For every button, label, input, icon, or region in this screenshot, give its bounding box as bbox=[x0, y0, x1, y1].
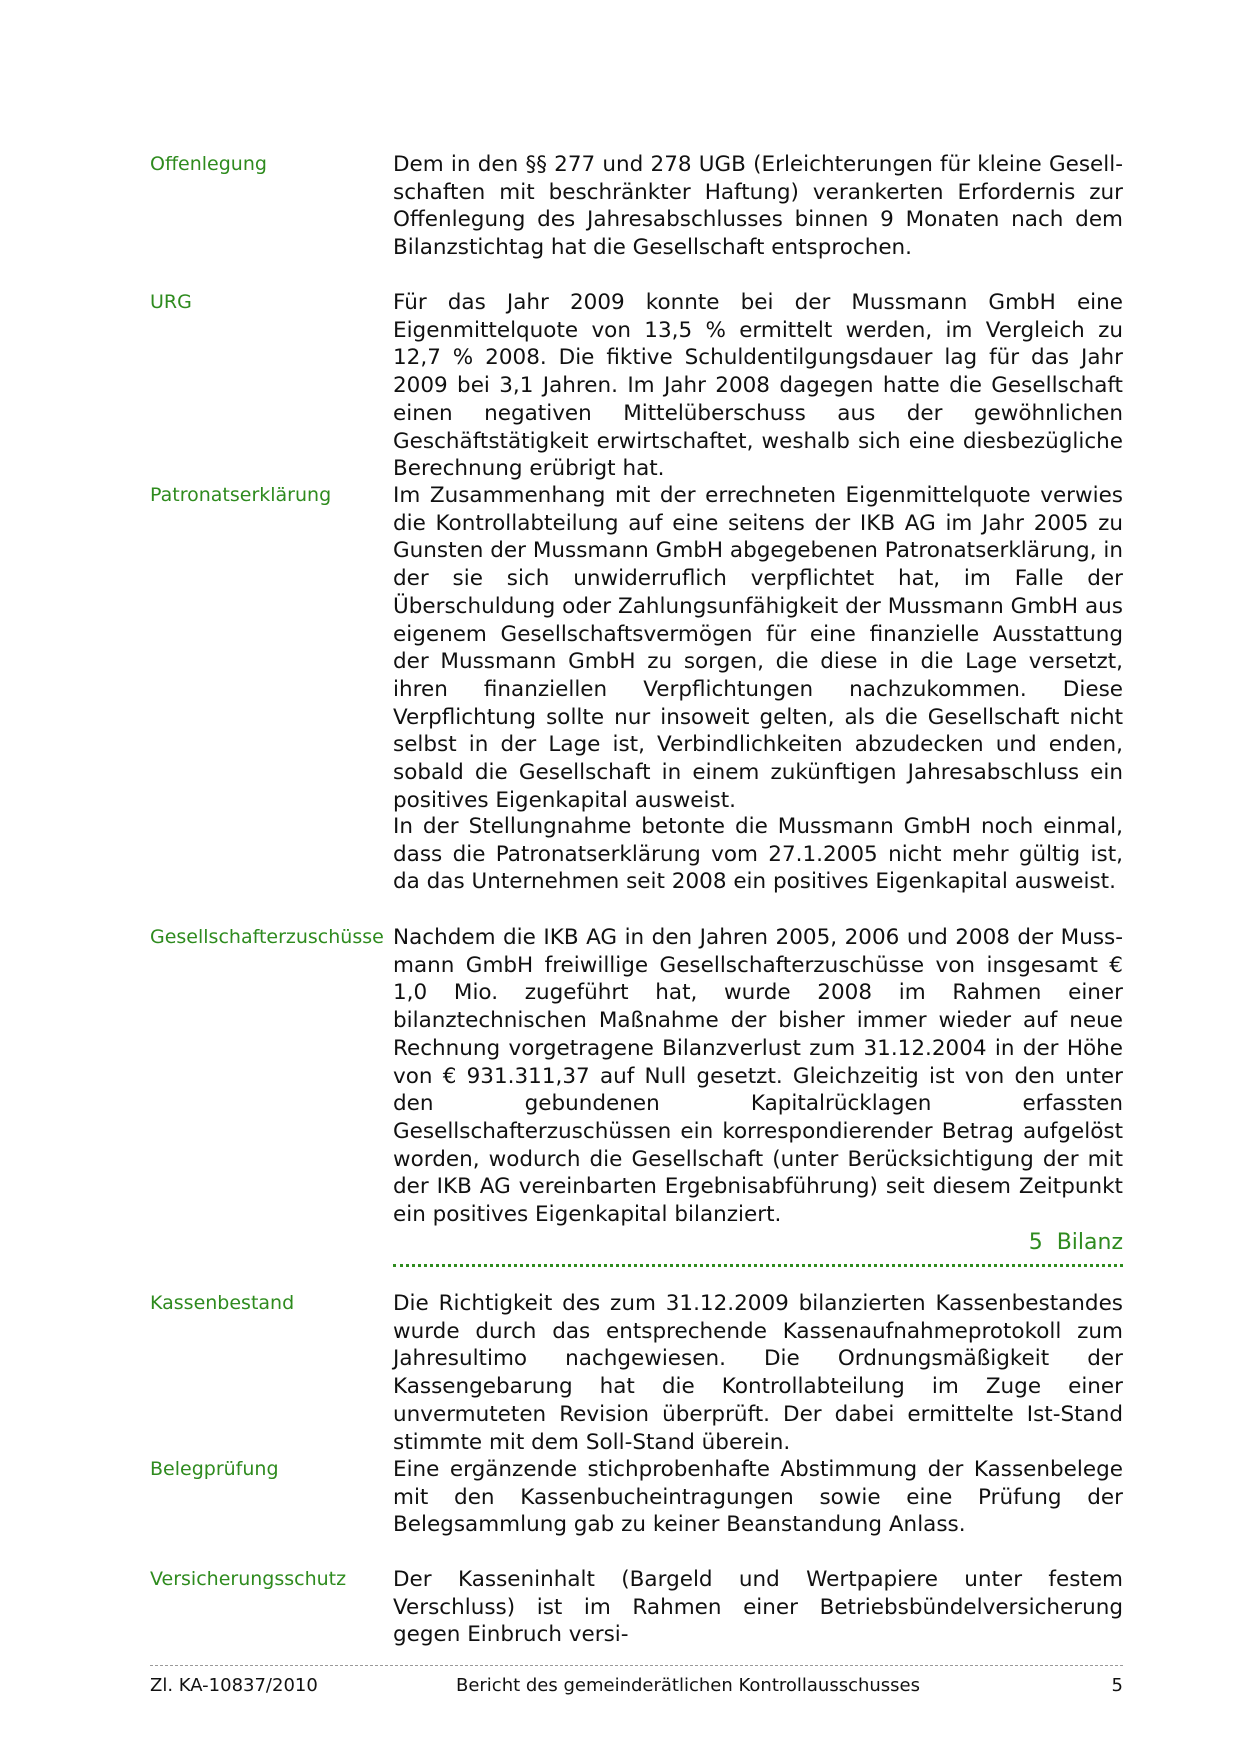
chapter-heading: 5 Bilanz bbox=[1028, 1230, 1123, 1255]
side-label: Patronatserklärung bbox=[150, 484, 332, 506]
page-number: 5 bbox=[1111, 1675, 1123, 1696]
side-label: Belegprüfung bbox=[150, 1458, 279, 1480]
footer-title: Bericht des gemeinderätlichen Kontrollausschusses bbox=[455, 1675, 921, 1696]
side-label: Kassenbestand bbox=[150, 1292, 295, 1314]
side-label: URG bbox=[150, 291, 192, 313]
paragraph: Nachdem die IKB AG in den Jahren 2005, 2006 und 2008 der Mussmann GmbH freiwillige Gesellschafterzuschüsse von insgesamt € 1,0 Mio. zugeführt hat, wurde 2008 im Rahmen einer bilanztechnischen Maßnahme der bisher immer wieder auf neue Rechnung vorgetragene Bilanzverlust zum 31.12.2004 in der Höhe von € 931.311,37 auf Null gesetzt. Gleichzeitig ist von den unter den gebundenen Kapitalrücklagen erfassten Gesellschafterzuschüssen ein korrespondierender Betrag aufgelöst worden, wodurch die Gesellschaft (unter Berücksichtigung der mit der IKB AG vereinbarten Ergebnisabführung) seit diesem Zeitpunkt ein positives Eigenkapital bilanziert. bbox=[393, 925, 1123, 1228]
side-label: Offenlegung bbox=[150, 153, 267, 175]
paragraph: Der Kasseninhalt (Bargeld und Wertpapiere unter festem Verschluss) ist im Rahmen einer Betriebsbündelversicherung gegen Einbruch versi- bbox=[393, 1567, 1123, 1648]
footer-reference: Zl. KA-10837/2010 bbox=[150, 1675, 318, 1696]
heading-divider bbox=[393, 1264, 1123, 1267]
footer-divider bbox=[150, 1665, 1123, 1666]
paragraph: Dem in den §§ 277 und 278 UGB (Erleichterungen für kleine Gesellschaften mit beschränkter Haftung) verankerten Erfordernis zur Offenlegung des Jahresabschlusses binnen 9 Monaten nach dem Bilanzstichtag hat die Gesellschaft entsprochen. bbox=[393, 152, 1123, 261]
paragraph: Die Richtigkeit des zum 31.12.2009 bilanzierten Kassenbestandes wurde durch das entsprechende Kassenaufnahmeprotokoll zum Jahresultimo nachgewiesen. Die Ordnungsmäßigkeit der Kassengebarung hat die Kontrollabteilung im Zuge einer unvermuteten Revision überprüft. Der dabei ermittelte Ist-Stand stimmte mit dem Soll-Stand überein. bbox=[393, 1291, 1123, 1455]
paragraph: Für das Jahr 2009 konnte bei der Mussmann GmbH eine Eigenmittelquote von 13,5 % ermittelt werden, im Vergleich zu 12,7 % 2008. Die fiktive Schuldentilgungsdauer lag für das Jahr 2009 bei 3,1 Jahren. Im Jahr 2008 dagegen hatte die Gesellschaft einen negativen Mittelüberschuss aus der gewöhnlichen Geschäftstätigkeit erwirtschaftet, weshalb sich eine diesbezügliche Berechnung erübrigt hat. bbox=[393, 290, 1123, 482]
paragraph: Im Zusammenhang mit der errechneten Eigenmittelquote verwies die Kontrollabteilung auf eine seitens der IKB AG im Jahr 2005 zu Gunsten der Mussmann GmbH abgegebenen Patronatserklärung, in der sie sich unwiderruflich verpflichtet hat, im Falle der Überschuldung oder Zahlungsunfähigkeit der Mussmann GmbH aus eigenem Gesellschaftsvermögen für eine finanzielle Ausstattung der Mussmann GmbH zu sorgen, die diese in die Lage versetzt, ihren finanziellen Verpflichtungen nachzukommen. Diese Verpflichtung sollte nur insoweit gelten, als die Gesellschaft nicht selbst in der Lage ist, Verbindlichkeiten abzudecken und enden, sobald die Gesellschaft in einem zukünftigen Jahresabschluss ein positives Eigenkapital ausweist. bbox=[393, 483, 1123, 813]
side-label: Versicherungsschutz bbox=[150, 1568, 347, 1590]
paragraph: In der Stellungnahme betonte die Mussmann GmbH noch einmal, dass die Patronatserklärung vom 27.1.2005 nicht mehr gültig ist, da das Unternehmen seit 2008 ein positives Eigenkapital ausweist. bbox=[393, 814, 1123, 895]
side-label: Gesellschafterzuschüsse bbox=[150, 926, 384, 948]
paragraph: Eine ergänzende stichprobenhafte Abstimmung der Kassenbelege mit den Kassenbucheintragungen sowie eine Prüfung der Belegsammlung gab zu keiner Beanstandung Anlass. bbox=[393, 1457, 1123, 1538]
